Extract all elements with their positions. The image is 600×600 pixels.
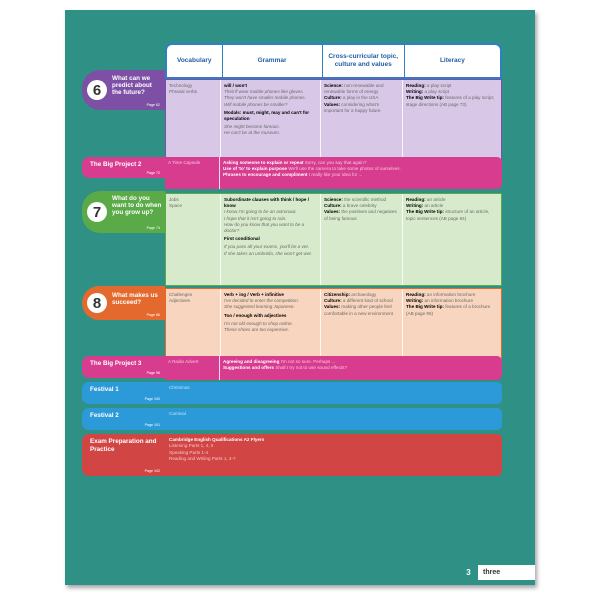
label: Reading: bbox=[406, 197, 426, 202]
unit-8-cross-curricular bbox=[321, 289, 403, 359]
label: The Big Write tip: bbox=[406, 209, 444, 215]
big-project-3-label bbox=[82, 356, 165, 378]
value: a play script bbox=[423, 89, 450, 95]
unit-7-grammar-examples-2: If you pass all your exams, you'll be a vet. If she takes an umbrella, she won't get wet. bbox=[224, 244, 312, 256]
header-cross-curricular: Cross-curricular topic, culture and values bbox=[323, 45, 405, 77]
value: a play in the USA bbox=[341, 95, 379, 101]
big-project-3-content bbox=[220, 356, 498, 380]
unit-6-grammar-point-2: Modals: must, might, may and can't for speculation bbox=[224, 109, 310, 121]
value: structure of an article, topic sentences (AB page 84) bbox=[406, 209, 490, 221]
value: Sorry, can you say that again? bbox=[303, 160, 367, 165]
value: the scientific method bbox=[342, 197, 387, 202]
label: Culture: bbox=[324, 203, 342, 209]
label: Reading: bbox=[406, 83, 426, 88]
label: Writing: bbox=[406, 298, 424, 304]
label: Use of 'to' to explain purpose bbox=[223, 166, 287, 172]
table-header bbox=[165, 43, 502, 79]
unit-7-title: What do you want to do when you grow up? bbox=[112, 195, 162, 217]
value: an article bbox=[423, 203, 444, 209]
label: Suggestions and offers bbox=[223, 365, 275, 371]
unit-6-grammar-examples-2: She might become famous. He can't be at the museum. bbox=[224, 124, 281, 136]
unit-8-vocabulary: Challenges Adjectives bbox=[166, 289, 221, 359]
label: Phrases to encourage and compliment bbox=[223, 172, 308, 178]
label: The Big Write tip: bbox=[406, 95, 444, 101]
unit-6-title: What can we predict about the future? bbox=[112, 75, 152, 97]
unit-8-grammar-point-1: Verb + ing / Verb + infinitive bbox=[224, 292, 284, 297]
label: Values: bbox=[324, 304, 341, 310]
big-project-2-vocabulary: A Time Capsule bbox=[165, 157, 220, 189]
unit-7-grammar-examples-1: I know I'm going to be an astronaut. I hope that it isn't going to rain. How do you know that you want to be a doctor? bbox=[224, 209, 305, 233]
value: a play script bbox=[425, 83, 452, 88]
festival-2-page: Page 101 bbox=[144, 423, 160, 427]
value: a brave celebrity bbox=[341, 203, 377, 209]
value: an information brochure bbox=[425, 292, 476, 297]
unit-7-vocabulary: Jobs Space bbox=[166, 194, 221, 285]
big-project-2-row bbox=[165, 157, 502, 189]
textbook-page bbox=[65, 10, 535, 585]
big-project-3-row bbox=[165, 356, 502, 380]
page-number-badge: 3 bbox=[461, 565, 476, 580]
festival-1-title: Festival 1 bbox=[90, 386, 119, 393]
header-literacy: Literacy bbox=[439, 57, 465, 65]
big-project-3-page: Page 96 bbox=[146, 371, 160, 375]
festival-1-row: Christmas bbox=[165, 382, 502, 404]
value: making other people feel comfortable in a new environment bbox=[324, 304, 393, 316]
exam-qualification: Cambridge English Qualifications A2 Flyers bbox=[169, 437, 265, 442]
value: the positives and negatives of being famous bbox=[324, 209, 397, 221]
exam-listening: Listening Parts 1, 4, 5 bbox=[169, 443, 214, 449]
exam-label bbox=[82, 434, 165, 476]
big-project-3-vocabulary: A Radio Advert bbox=[165, 356, 220, 380]
value: a different kind of school bbox=[341, 298, 393, 304]
exam-row bbox=[165, 434, 502, 476]
unit-6-vocabulary: Technology Phrasal verbs bbox=[166, 80, 221, 161]
value: non-renewable and renewable forms of energy bbox=[324, 83, 384, 95]
unit-6-label bbox=[82, 70, 165, 110]
exam-reading-writing: Reading and Writing Parts 1, 4-7 bbox=[169, 456, 236, 462]
unit-6-grammar-examples-1: Their'll wear mobile phones like gloves. They won't have smaller mobile phones. Will mobile phones be smaller? bbox=[224, 89, 306, 107]
label: Writing: bbox=[406, 89, 424, 95]
label: Values: bbox=[324, 209, 341, 215]
label: Values: bbox=[324, 101, 341, 107]
unit-7-number: 7 bbox=[87, 202, 107, 222]
value: archaeology bbox=[350, 292, 377, 297]
unit-7-grammar bbox=[221, 194, 321, 285]
big-project-2-title: The Big Project 2 bbox=[90, 161, 142, 168]
value: features of a brochure (AB page 95) bbox=[406, 304, 491, 316]
unit-8-grammar-examples-1: I've decided to enter the competition. She suggested learning Japanese. bbox=[224, 298, 299, 310]
exam-title: Exam Preparation and Practice bbox=[90, 438, 157, 453]
unit-8-page: Page 86 bbox=[146, 313, 160, 317]
label: Asking someone to explain or repeat bbox=[223, 160, 304, 165]
unit-7-grammar-point-2: First conditional bbox=[224, 236, 260, 242]
unit-6-literacy bbox=[403, 80, 499, 161]
unit-8-grammar-examples-2: I'm not old enough to shop online. These shoes are too expensive. bbox=[224, 320, 293, 332]
label: Agreeing and disagreeing bbox=[223, 359, 280, 364]
value: considering what's important for a happy future bbox=[324, 101, 381, 113]
unit-8-grammar bbox=[221, 289, 321, 359]
unit-6-grammar-point-1: will / won't bbox=[224, 83, 248, 88]
page-number-word: three bbox=[478, 565, 535, 580]
unit-6-page: Page 62 bbox=[146, 103, 160, 107]
unit-8-grammar-point-2: Too / enough with adjectives bbox=[224, 312, 287, 318]
unit-8-literacy bbox=[403, 289, 499, 359]
label: Citizenship: bbox=[324, 292, 351, 297]
value: an information brochure bbox=[423, 298, 474, 304]
unit-7-row bbox=[165, 193, 502, 286]
festival-2-title: Festival 2 bbox=[90, 412, 119, 419]
unit-6-number: 6 bbox=[87, 80, 107, 100]
unit-7-label bbox=[82, 191, 165, 233]
unit-7-cross-curricular bbox=[321, 194, 403, 285]
value: features of a play script; stage directions (AB page 73) bbox=[406, 95, 494, 107]
big-project-2-label bbox=[82, 157, 165, 178]
unit-8-row bbox=[165, 288, 502, 360]
exam-page: Page 102 bbox=[144, 469, 160, 473]
unit-7-page: Page 74 bbox=[146, 226, 160, 230]
festival-2-row: Carnival bbox=[165, 408, 502, 430]
exam-speaking: Speaking Parts 1-4 bbox=[169, 449, 209, 455]
label: Reading: bbox=[406, 292, 426, 297]
label: The Big Write tip: bbox=[406, 304, 444, 310]
unit-7-grammar-point-1: Subordinate clauses with think / hope / know bbox=[224, 197, 309, 209]
label: Science: bbox=[324, 83, 343, 88]
label: Culture: bbox=[324, 95, 342, 101]
value: I'm not so sure. Perhaps ... bbox=[279, 359, 336, 364]
unit-6-row bbox=[165, 79, 502, 162]
unit-6-cross-curricular bbox=[321, 80, 403, 161]
big-project-2-content bbox=[220, 157, 498, 189]
value: an article bbox=[425, 197, 446, 202]
label: Writing: bbox=[406, 203, 424, 209]
header-vocabulary: Vocabulary bbox=[167, 45, 223, 77]
unit-8-number: 8 bbox=[87, 293, 107, 313]
label: Science: bbox=[324, 197, 343, 202]
festival-1-label bbox=[82, 382, 165, 404]
value: We'll use the camera to take some photos of ourselves. bbox=[286, 166, 401, 172]
value: Shall I try not to use sound effects? bbox=[274, 365, 348, 371]
label: Culture: bbox=[324, 298, 342, 304]
big-project-3-title: The Big Project 3 bbox=[90, 360, 142, 367]
unit-8-label bbox=[82, 286, 165, 320]
festival-2-label bbox=[82, 408, 165, 430]
value: I really like your idea for ... bbox=[307, 172, 363, 178]
festival-1-page: Page 100 bbox=[144, 397, 160, 401]
header-grammar: Grammar bbox=[223, 45, 323, 77]
unit-7-literacy bbox=[403, 194, 499, 285]
unit-8-title: What makes us succeed? bbox=[112, 292, 158, 307]
big-project-2-page: Page 72 bbox=[146, 171, 160, 175]
unit-6-grammar bbox=[221, 80, 321, 161]
